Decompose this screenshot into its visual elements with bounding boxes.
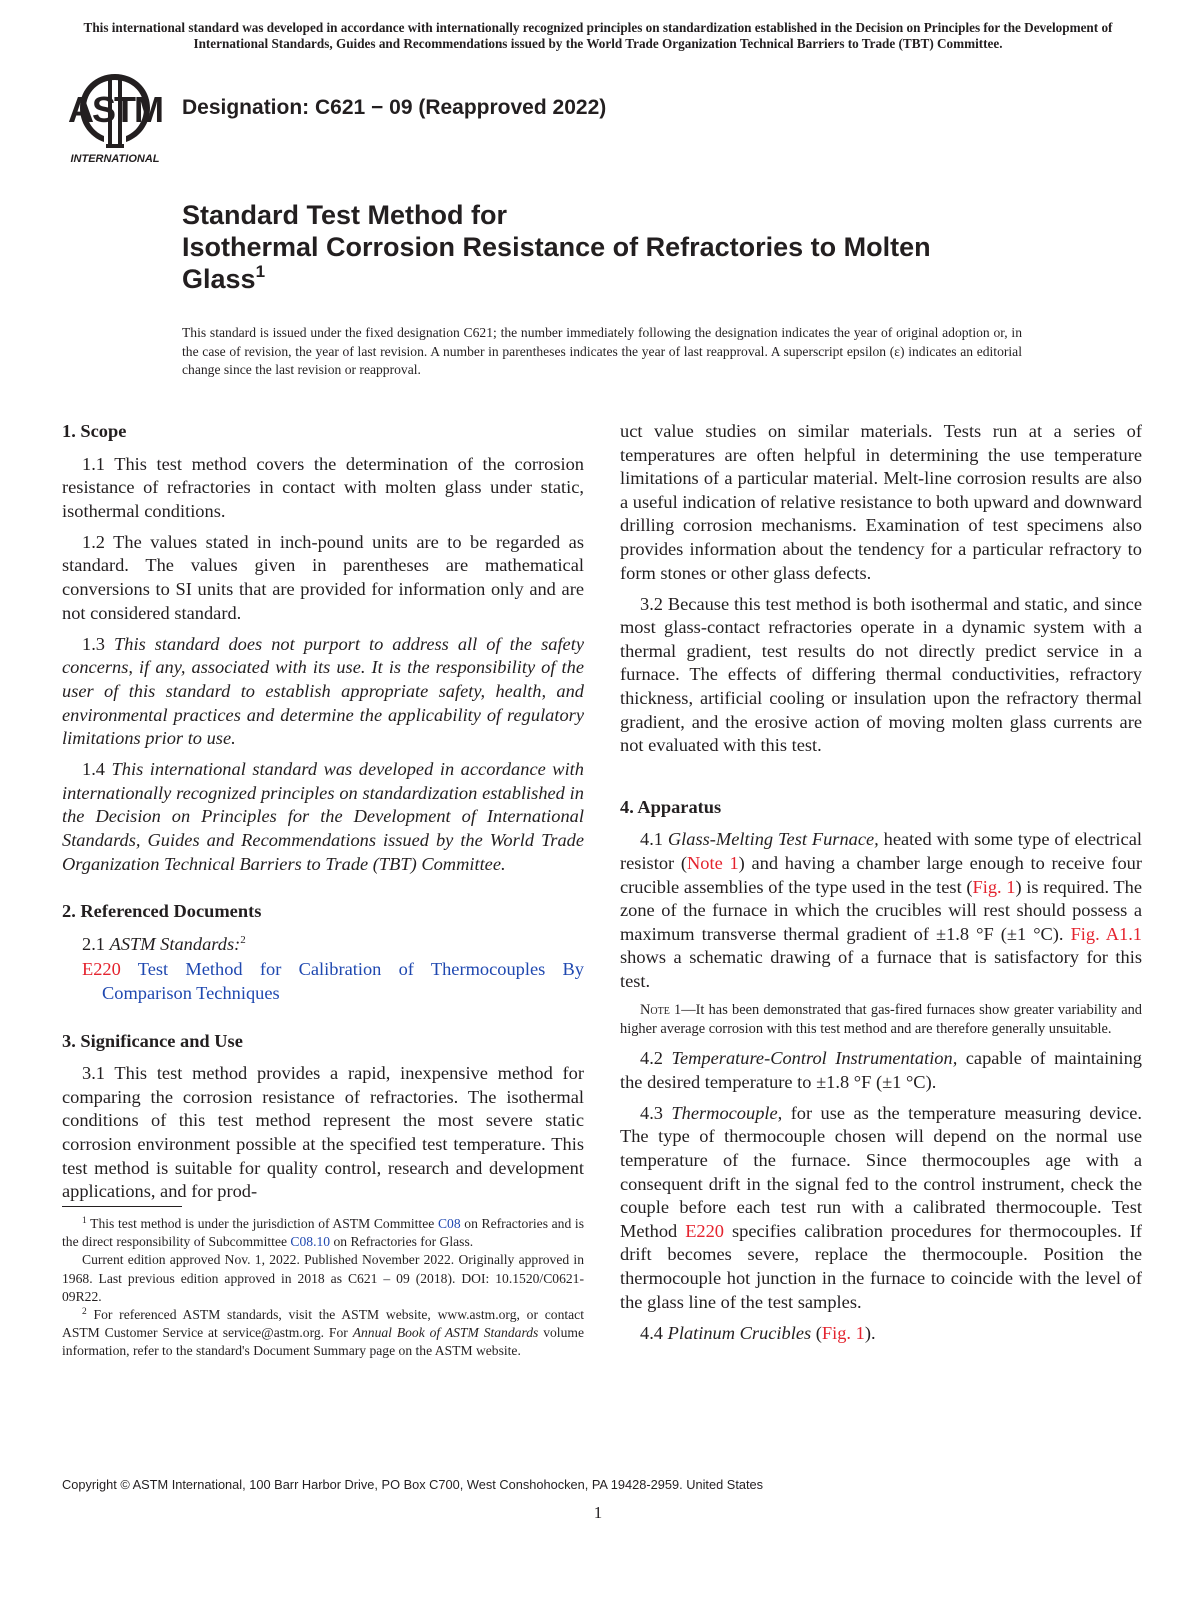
footnote-edition: Current edition approved Nov. 1, 2022. Published November 2022. Originally approved in 1968. Last previous edition approved in 2018 as C621 – 09 (2018). DOI: 10.1520/C0621-09R22. [62, 1252, 584, 1304]
text-segment: ) is required. The zone of the furnace in which the crucibles will rest should possess a maximum transverse thermal gradient of ±1.8 °F (±1 °C). [620, 876, 1142, 944]
note-text: —It has been demonstrated that gas-fired furnaces show greater variability and higher average corrosion with this test method and are therefore generally unsuitable. [620, 1002, 1143, 1038]
note-1 [620, 1001, 1142, 1039]
text-segment: on Refractories and is the direct responsibility of Subcommittee [62, 1216, 585, 1250]
svg-text:ASTM: ASTM [68, 89, 162, 130]
right-column [620, 420, 1142, 1353]
term: Platinum Crucibles [667, 1322, 812, 1343]
term: Glass-Melting Test Furnace, [667, 829, 879, 850]
copyright-line: Copyright © ASTM International, 100 Barr Harbor Drive, PO Box C700, West Conshohocken, PA 19428-2959. United States [62, 1477, 764, 1492]
text-segment: specifies calibration procedures for thermocouples. If drift becomes severe, replace the thermocouple. Position the thermocouple hot junction in the furnace to coincide with the level of the glass line of the test samples. [620, 1220, 1142, 1312]
reference-e220[interactable] [62, 958, 584, 1005]
footnote-mark: 1 [82, 1216, 87, 1226]
text-segment: For referenced ASTM standards, visit the ASTM website, www.astm.org, or contact ASTM Customer Service at service@astm.org. For [62, 1307, 584, 1341]
paragraph-4-3 [620, 1102, 1142, 1314]
e220-link[interactable]: E220 [685, 1220, 725, 1241]
title-line-2: Isothermal Corrosion Resistance of Refractories to Molten [182, 232, 931, 262]
astm-logo [62, 70, 168, 166]
footnotes [62, 1215, 584, 1361]
title-line-1: Standard Test Method for [182, 200, 508, 230]
page-number: 1 [593, 1503, 603, 1522]
logo-label: INTERNATIONAL [70, 153, 160, 165]
paragraph-1-2: 1.2 The values stated in inch-pound units are to be regarded as standard. The values given in parentheses are mathematical conversions to SI units that are provided for information only and are not considered standard. [62, 531, 584, 623]
fig-1-link[interactable]: Fig. 1 [821, 1322, 865, 1343]
reference-title-link[interactable]: Test Method for Calibration of Thermocouples By Comparison Techniques [102, 959, 584, 1003]
left-column [62, 420, 584, 1211]
paragraph-number: 4.2 [640, 1048, 663, 1069]
paragraph-1-3 [62, 633, 584, 751]
section-heading-significance: 3. Significance and Use [62, 1030, 243, 1051]
term: Thermocouple, [671, 1102, 783, 1123]
footnote-2 [62, 1306, 584, 1361]
subcommittee-c08-10-link[interactable]: C08.10 [290, 1234, 331, 1250]
text-segment: for use as the temperature measuring device. The type of thermocouple chosen will depend on the normal use temperature of the furnace. Since thermocouples age with a consequent drift in the signal fed to the control instrument, check the couple before each test run with a calibrated thermocouple. Test Method [620, 1102, 1142, 1241]
section-heading-scope: 1. Scope [62, 421, 127, 441]
title-footnote-mark[interactable]: 1 [255, 262, 266, 281]
paragraph-number: 4.3 [640, 1102, 663, 1123]
paragraph-number: 1.4 [82, 759, 105, 780]
fig-1-link[interactable]: Fig. 1 [972, 876, 1016, 897]
text-segment: on Refractories for Glass. [333, 1234, 474, 1250]
paragraph-1-3-text: This standard does not purport to address all of the safety concerns, if any, associated with its use. It is the responsibility of the user of this standard to establish appropriate safety, health, and environmental practices and determine the applicability of regulatory limitations prior to use. [62, 633, 584, 749]
paragraph-number: 4.4 [640, 1322, 663, 1343]
footnote-1 [62, 1215, 584, 1251]
designation: Designation: C621 − 09 (Reapproved 2022) [182, 96, 607, 119]
title-line-3 [182, 263, 1082, 295]
text-segment: ). [864, 1322, 876, 1343]
text-segment: This test method is under the jurisdiction of ASTM Committee [90, 1216, 435, 1231]
paragraph-1-1: 1.1 This test method covers the determination of the corrosion resistance of refractories in contact with molten glass under static, isothermal conditions. [62, 453, 584, 521]
paragraph-4-1 [620, 828, 1142, 993]
paragraph-1-4 [62, 758, 584, 876]
term: Temperature-Control Instrumentation, [671, 1048, 958, 1069]
text-segment: ) and having a chamber large enough to receive four crucible assemblies of the type used in the test ( [620, 853, 1142, 897]
footnote-mark: 2 [82, 1307, 87, 1318]
note-label: Note 1 [640, 1002, 682, 1019]
footnote-mark-2[interactable]: 2 [240, 933, 246, 946]
intro-paragraph: This standard is issued under the fixed designation C621; the number immediately following the designation indicates the year of original adoption or, in the case of revision, the year of last revision. A number in parentheses indicates the year of last reapproval. A superscript epsilon (ε) indicates an editorial change since the last revision or reapproval. [182, 325, 1022, 377]
paragraph-4-4 [620, 1322, 1142, 1346]
astm-standards-label: ASTM Standards: [109, 933, 241, 954]
paragraph-3-2: 3.2 Because this test method is both isothermal and static, and since most glass-contact refractories operate in a dynamic system with a thermal gradient, test results do not directly predict service in a furnace. The effects of differing thermal conductivities, refractory thickness, artificial cooling or insulation upon the refractory thermal gradient, and the erosive action of moving molten glass currents are not evaluated with this test. [620, 593, 1142, 756]
reference-code-link[interactable]: E220 [82, 959, 121, 980]
committee-c08-link[interactable]: C08 [437, 1216, 461, 1231]
title-line-3-text: Glass [182, 264, 256, 294]
note-1-link[interactable]: Note 1 [687, 853, 739, 873]
paragraph-3-1-part-2: uct value studies on similar materials. Tests run at a series of temperatures are often helpful in determining the use temperature limitations of a particular material. Melt-line corrosion results are also a useful indication of relative resistance to both upward and downward drilling corrosion mechanisms. Examination of test specimens also provides information about the tendency for a particular refractory to form stones or other glass defects. [620, 421, 1142, 583]
section-heading-referenced: 2. Referenced Documents [62, 901, 262, 922]
text-segment: heated with some type of electrical resistor ( [620, 829, 1142, 873]
footnote-divider [62, 1206, 182, 1207]
section-heading-apparatus: 4. Apparatus [620, 796, 722, 817]
paragraph-2-1 [62, 933, 584, 957]
document-title [182, 199, 1082, 295]
text-segment: shows a schematic drawing of a furnace that is satisfactory for this test. [620, 947, 1142, 991]
paragraph-number: 2.1 [82, 933, 105, 954]
paragraph-3-1-part-1: 3.1 This test method provides a rapid, inexpensive method for comparing the corrosion resistance of refractories. The isothermal conditions of this test method represent the most severe static corrosion environment possible at the specified test temperature. This test method is suitable for quality control, research and development applications, and for prod- [62, 1063, 584, 1202]
paragraph-4-2 [620, 1047, 1142, 1094]
annual-book-title: Annual Book of ASTM Standards [352, 1325, 539, 1341]
text-segment: capable of maintaining the desired temperature to ±1.8 °F (±1 °C). [620, 1048, 1142, 1092]
paragraph-number: 1.3 [82, 633, 105, 654]
tbt-notice: This international standard was developed in accordance with internationally recognized principles on standardization established in the Decision on Principles for the Development of International Standards, Guides and Recommendations issued by the World Trade Organization Technical Barriers to Trade (TBT) Committee. [83, 20, 1113, 51]
text-segment: ( [815, 1322, 822, 1343]
fig-a1-1-link[interactable]: Fig. A1.1 [1070, 923, 1142, 944]
paragraph-number: 4.1 [640, 829, 663, 850]
paragraph-1-4-text: This international standard was developed in accordance with internationally recognized principles on standardization established in the Decision on Principles for the Development of International Standards, Guides and Recommendations issued by the World Trade Organization Technical Barriers to Trade (TBT) Committee. [62, 759, 584, 874]
text-segment: volume information, refer to the standard's Document Summary page on the ASTM website. [62, 1325, 584, 1359]
